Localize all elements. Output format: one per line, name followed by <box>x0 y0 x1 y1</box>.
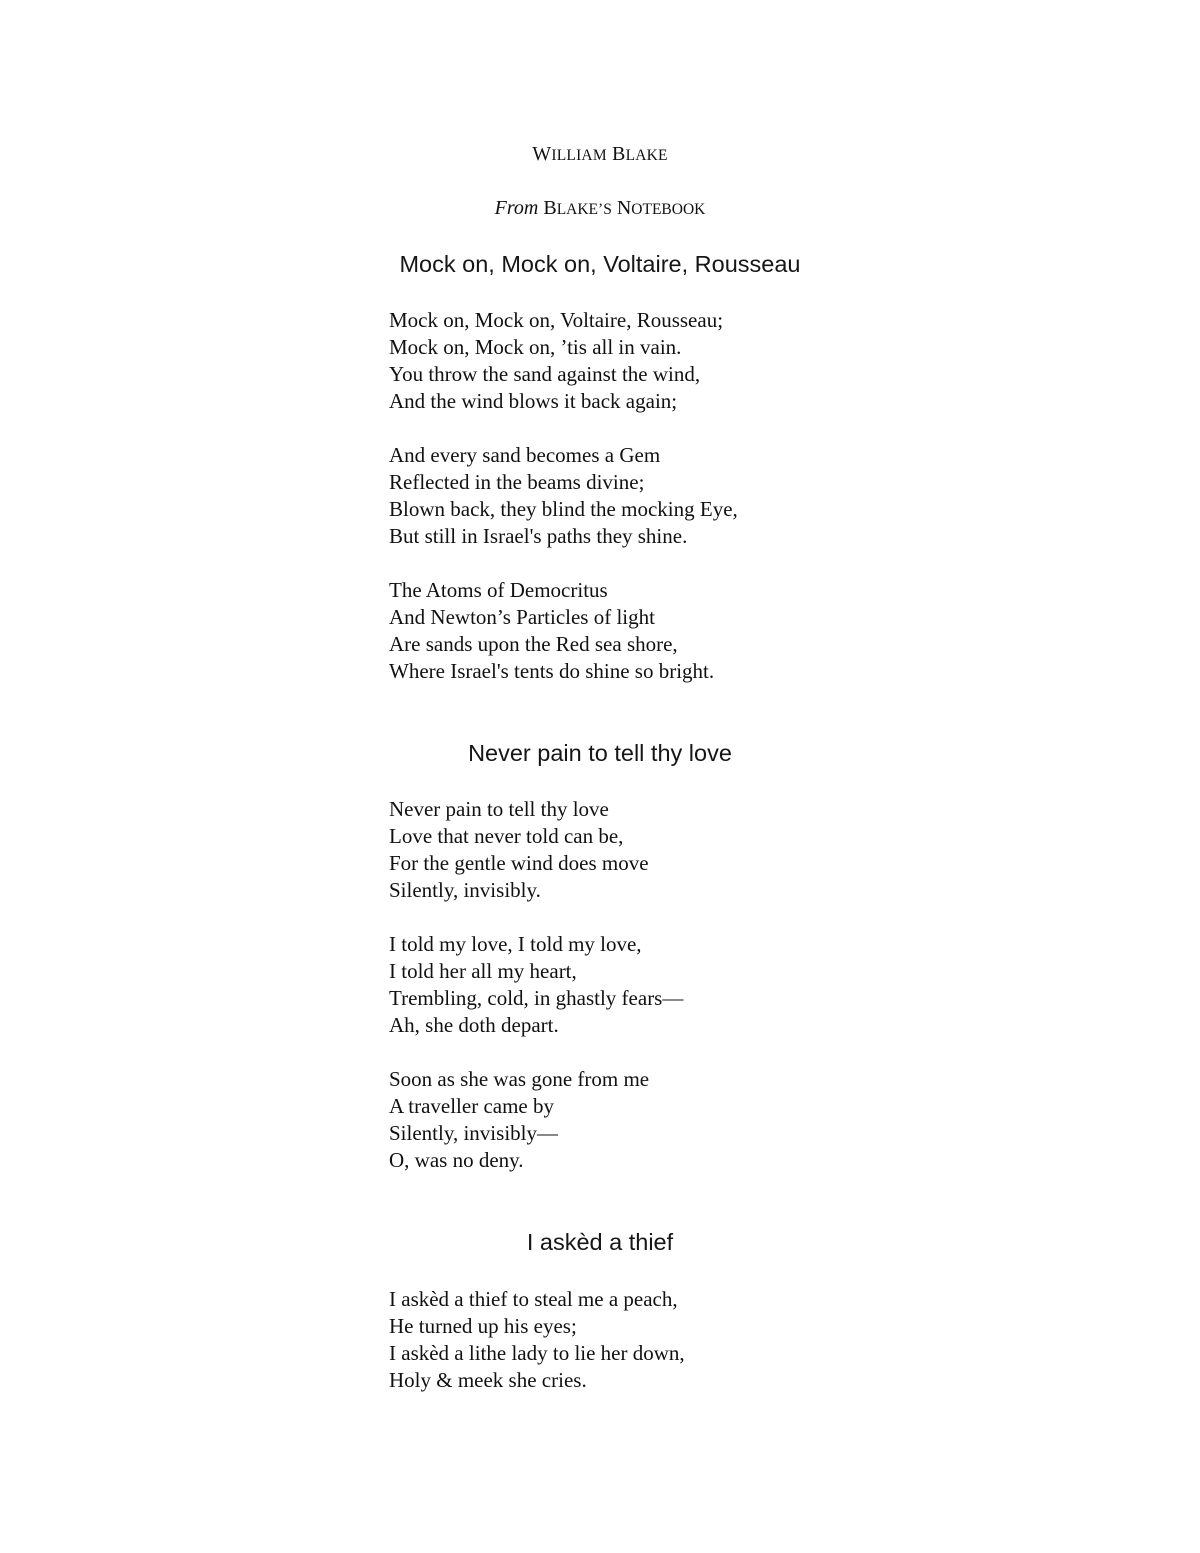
author-initial-first: W <box>532 143 552 165</box>
poem-line: But still in Israel's paths they shine. <box>389 524 688 548</box>
poem-line: Never pain to tell thy love <box>389 797 609 821</box>
poem-line: The Atoms of Democritus <box>389 578 608 602</box>
poem-title: I askèd a thief <box>526 1229 674 1255</box>
poem-line: For the gentle wind does move <box>389 851 649 875</box>
poem-line: Love that never told can be, <box>389 824 624 848</box>
poem-line: Soon as she was gone from me <box>389 1067 650 1091</box>
poem-line: I told my love, I told my love, <box>389 932 642 956</box>
stanza <box>389 577 1089 685</box>
poem-line: Mock on, Mock on, Voltaire, Rousseau; <box>389 308 724 332</box>
stanza <box>389 796 1089 904</box>
poem-line: I told her all my heart, <box>389 959 577 983</box>
poem-line: I askèd a thief to steal me a peach, <box>389 1287 678 1311</box>
poem-line: Silently, invisibly. <box>389 878 541 902</box>
stanza <box>389 931 1089 1039</box>
poem-line: O, was no deny. <box>389 1148 524 1172</box>
poem-line: Blown back, they blind the mocking Eye, <box>389 497 738 521</box>
poem-line: Ah, she doth depart. <box>389 1013 559 1037</box>
source-initial-first: B <box>543 197 557 219</box>
author-rest-last: LAKE <box>625 147 668 164</box>
poem-line: Are sands upon the Red sea shore, <box>389 632 678 656</box>
poem-line: Holy & meek she cries. <box>389 1368 587 1392</box>
poem-line: Where Israel's tents do shine so bright. <box>389 659 715 683</box>
source-initial-second: N <box>616 197 632 219</box>
poem-line: Reflected in the beams divine; <box>389 470 645 494</box>
poem-line: Trembling, cold, in ghastly fears— <box>389 986 684 1010</box>
poem-line: A traveller came by <box>389 1094 555 1118</box>
author-rest-first: ILLIAM <box>551 147 607 164</box>
poem-line: I askèd a lithe lady to lie her down, <box>389 1341 685 1365</box>
poem-line: Silently, invisibly— <box>389 1121 558 1145</box>
stanza <box>389 442 1089 550</box>
source-apostrophe: ’S <box>598 201 612 218</box>
stanza <box>389 1286 1089 1394</box>
stanza <box>389 307 1089 415</box>
poem-line: And the wind blows it back again; <box>389 389 678 413</box>
poem-line: And Newton’s Particles of light <box>389 605 655 629</box>
source-prefix: From <box>494 197 539 219</box>
stanza <box>389 1066 1089 1174</box>
author-heading <box>0 143 1200 166</box>
poem-title: Never pain to tell thy love <box>468 740 732 766</box>
source-heading <box>0 197 1200 220</box>
source-rest-first: LAKE <box>556 201 599 218</box>
poem-title: Mock on, Mock on, Voltaire, Rousseau <box>399 251 801 277</box>
author-initial-last: B <box>612 143 626 165</box>
poem-line: And every sand becomes a Gem <box>389 443 661 467</box>
poem-line: He turned up his eyes; <box>389 1314 577 1338</box>
poem-line: You throw the sand against the wind, <box>389 362 701 386</box>
source-rest-second: OTEBOOK <box>631 201 706 218</box>
poem-line: Mock on, Mock on, ’tis all in vain. <box>389 335 682 359</box>
